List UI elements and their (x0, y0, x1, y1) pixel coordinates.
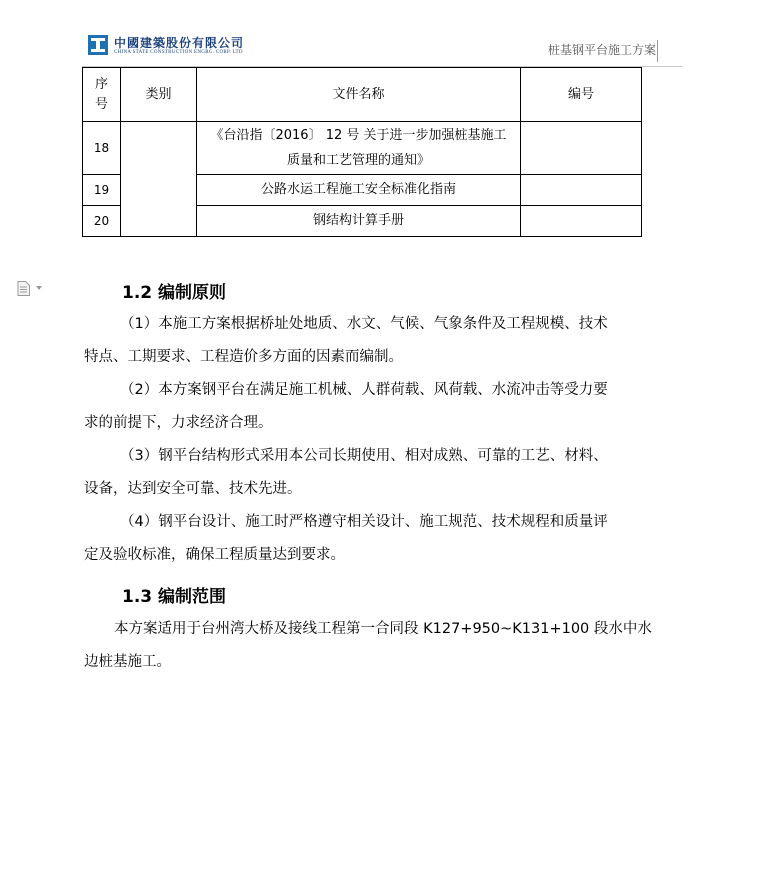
header-divider (657, 40, 658, 62)
row-name: 公路水运工程施工安全标准化指南 (197, 175, 521, 206)
company-name-en: CHINA STATE CONSTRUCTION ENGRG. CORP. LTD (114, 50, 243, 55)
header-name: 文件名称 (197, 68, 521, 122)
row-name: 《台沿指〔2016〕 12 号 关于进一步加强桩基施工 质量和工艺管理的通知》 (197, 122, 521, 175)
row-seq: 18 (83, 122, 121, 175)
header-code: 编号 (521, 68, 642, 122)
row-seq: 20 (83, 206, 121, 237)
page-header (82, 30, 658, 67)
paragraph: （1）本施工方案根据桥址处地质、水文、气候、气象条件及工程规模、技术 特点、工期要求、工程造价多方面的因素而编制。 （2）本方案钢平台在满足施工机械、人群荷载、风荷载、水流冲击等受力要 求的前提下，力求经济合理。 （3）钢平台结构形式采用本公司长期使用、相对成熟、可靠的工艺、材料、 设备，达到安全可靠、技术先进。 （4）钢平台设计、施工时严格遵守相关设计、施工规范、技术规程和质量评 定及验收标准，确保工程质量达到要求。 (84, 316, 608, 563)
table-row (83, 122, 642, 175)
section-heading-1-2: 1.2 编制原则 (122, 283, 227, 303)
document-title: 桩基钢平台施工方案 (547, 43, 656, 57)
header-seq: 序号 (83, 68, 121, 122)
row-code (521, 122, 642, 175)
row-code (521, 175, 642, 206)
document-outline-icon[interactable] (17, 281, 30, 296)
row-name: 钢结构计算手册 (197, 206, 521, 237)
company-name-cn: 中國建築股份有限公司 (114, 36, 245, 50)
company-logo-icon (88, 35, 108, 55)
row-seq: 19 (83, 175, 121, 206)
row-category (121, 122, 197, 237)
header-category: 类别 (121, 68, 197, 122)
table-header-row (83, 68, 642, 122)
reference-table (82, 67, 642, 237)
paragraph: 本方案适用于台州湾大桥及接线工程第一合同段 K127+950~K131+100 段水中水 边桩基施工。 (84, 621, 652, 670)
chevron-down-icon[interactable] (36, 286, 42, 290)
row-code (521, 206, 642, 237)
section-heading-1-3: 1.3 编制范围 (122, 587, 227, 607)
